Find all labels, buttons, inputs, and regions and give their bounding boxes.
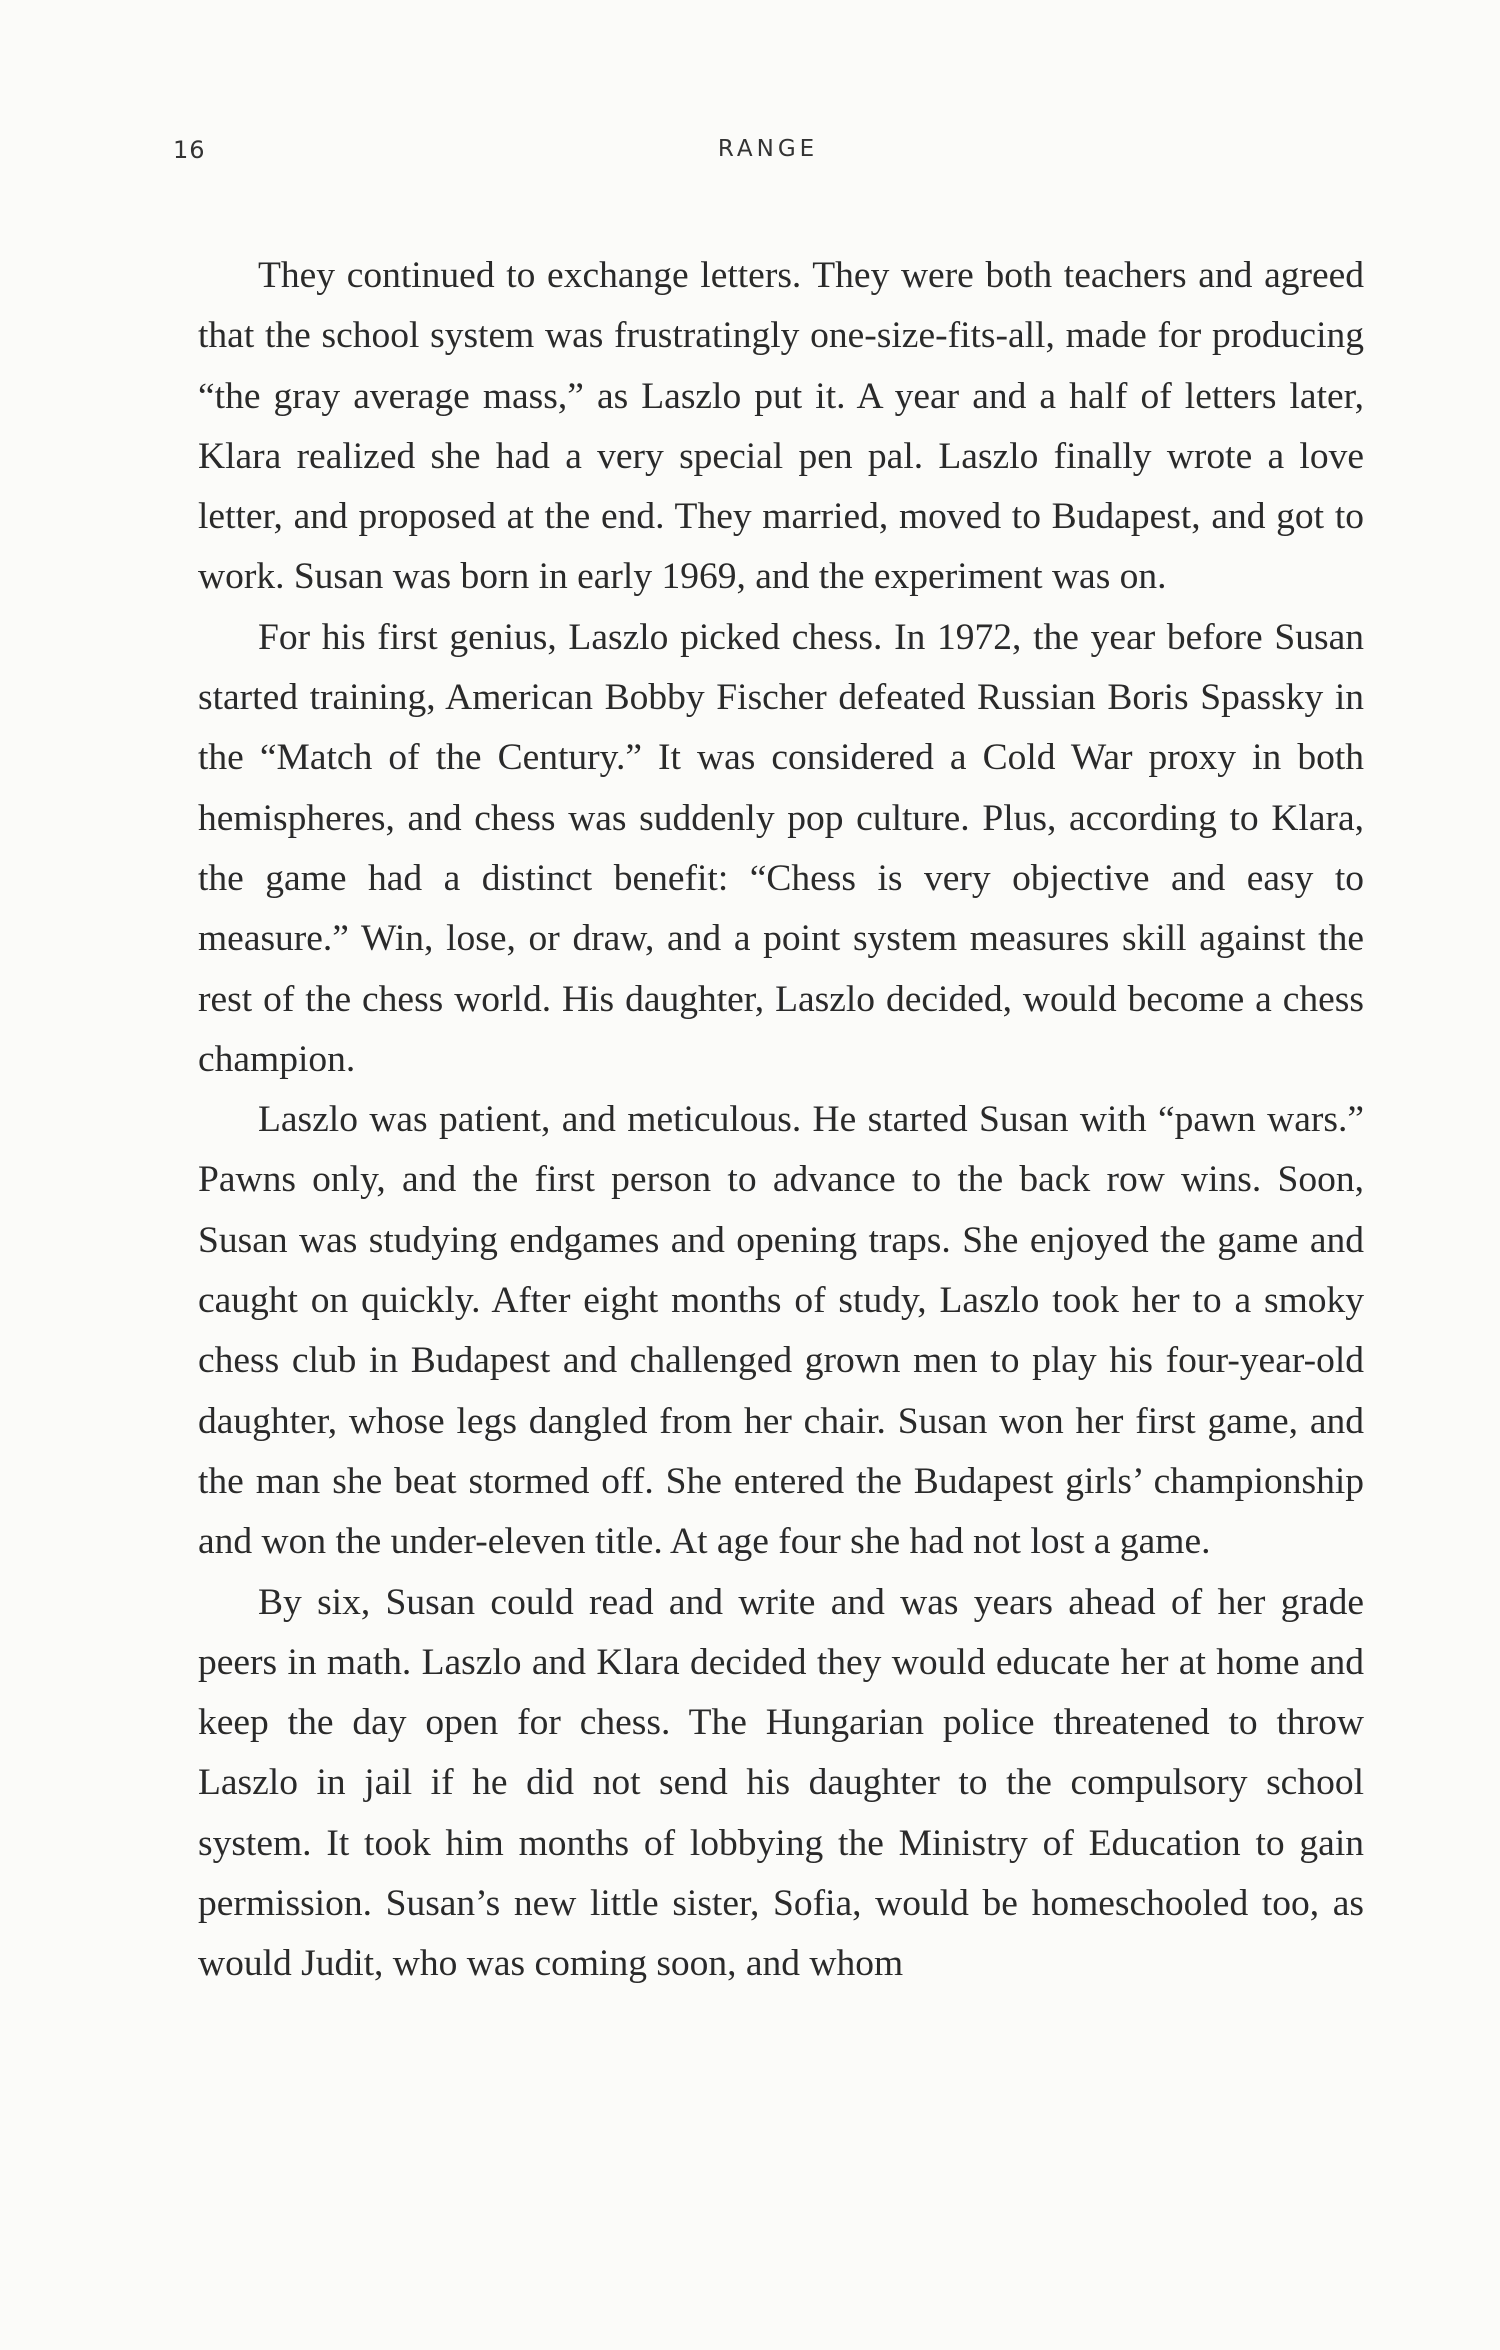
paragraph: By six, Susan could read and write and was years ahead of her grade peers in math. Laszlo and Klara decided they would educate her at home and keep the day open for chess. The Hungarian police threatened to throw Laszlo in jail if he did not send his daughter to the compulsory school system. It took him months of lobbying the Ministry of Education to gain permission. Susan’s new little sister, Sofia, would be homeschooled too, as would Judit, who was coming soon, and whom: [198, 1581, 1364, 1985]
running-head: [173, 136, 1363, 176]
body-text: [198, 246, 1364, 1995]
paragraph: For his first genius, Laszlo picked chess. In 1972, the year before Susan started training, American Bobby Fischer defeated Russian Boris Spassky in the “Match of the Century.” It was considered a Cold War proxy in both hemispheres, and chess was suddenly pop culture. Plus, according to Klara, the game had a distinct benefit: “Chess is very objective and easy to measure.” Win, lose, or draw, and a point system measures skill against the rest of the chess world. His daughter, Laszlo decided, would become a chess champion.: [198, 616, 1364, 1080]
page-number: 16: [173, 136, 206, 164]
paragraph: Laszlo was patient, and meticulous. He started Susan with “pawn wars.” Pawns only, and the first person to advance to the back row wins. Soon, Susan was studying endgames and opening traps. She enjoyed the game and caught on quickly. After eight months of study, Laszlo took her to a smoky chess club in Budapest and challenged grown men to play his four-year-old daughter, whose legs dangled from her chair. Susan won her first game, and the man she beat stormed off. She entered the Budapest girls’ championship and won the under-eleven title. At age four she had not lost a game.: [198, 1099, 1364, 1563]
running-title: RANGE: [717, 136, 819, 162]
paragraph: They continued to exchange letters. They were both teachers and agreed that the school system was frustratingly one-size-fits-all, made for producing “the gray average mass,” as Laszlo put it. A year and a half of letters later, Klara realized she had a very special pen pal. Laszlo finally wrote a love letter, and proposed at the end. They married, moved to Budapest, and got to work. Susan was born in early 1969, and the experiment was on.: [198, 255, 1364, 598]
